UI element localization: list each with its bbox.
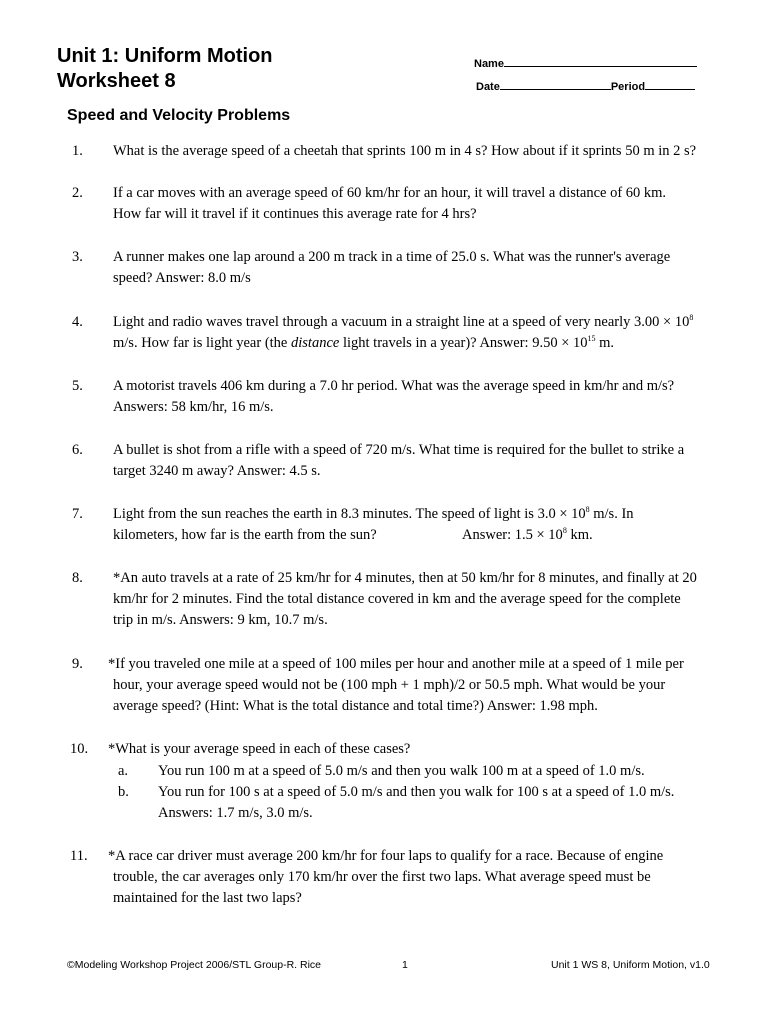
- problem-text: [113, 568, 733, 631]
- answer-part: Answer: 1.5 × 10: [462, 527, 563, 543]
- problem-line: hour, your average speed would not be (100 mph + 1 mph)/2 or 50.5 mph. What would be your: [113, 677, 666, 693]
- problem-line: km/hr for 2 minutes. Find the total distance covered in km and the average speed for the complete: [113, 591, 681, 607]
- problem-line: average speed? (Hint: What is the total distance and total time?) Answer: 1.98 mph.: [113, 698, 598, 714]
- problem-line: A bullet is shot from a rifle with a speed of 720 m/s. What time is required for the bullet to strike a: [113, 442, 685, 458]
- problem-line: maintained for the last two laps?: [113, 890, 302, 906]
- problem-number: 2.: [72, 185, 83, 201]
- name-label: Name: [474, 58, 504, 70]
- name-blank-line: [504, 56, 697, 67]
- problem-line: A runner makes one lap around a 200 m track in a time of 25.0 s. What was the runner's average: [113, 249, 671, 265]
- problem-number: 9.: [72, 656, 83, 672]
- problem-number: 1.: [72, 143, 83, 159]
- problem-text: [108, 654, 728, 717]
- problem-number: 4.: [72, 314, 83, 330]
- date-period-field[interactable]: [476, 79, 695, 93]
- problem-text: [108, 846, 728, 909]
- problem-line: trip in m/s. Answers: 9 km, 10.7 m/s.: [113, 612, 328, 628]
- emphasized-word: distance: [291, 335, 340, 351]
- problem-line: *An auto travels at a rate of 25 km/hr for 4 minutes, then at 50 km/hr for 8 minutes, and finally at 20: [113, 570, 697, 586]
- problem-line-part: light travels in a year)? Answer: 9.50 × 10: [339, 335, 588, 351]
- problem-text: [113, 312, 733, 354]
- problem-line: target 3240 m away? Answer: 4.5 s.: [113, 463, 321, 479]
- worksheet-number-title: Worksheet 8: [57, 70, 176, 92]
- problem-line: Answers: 58 km/hr, 16 m/s.: [113, 399, 274, 415]
- problem-line: [113, 312, 733, 333]
- problem-line: [113, 504, 733, 525]
- exponent: 8: [689, 313, 694, 322]
- exponent: 15: [587, 334, 596, 343]
- problem-number: 7.: [72, 506, 83, 522]
- problem-line-part: kilometers, how far is the earth from the sun?: [113, 527, 377, 543]
- problem-line: If a car moves with an average speed of 60 km/hr for an hour, it will travel a distance of 60 km.: [113, 185, 667, 201]
- problem-line-part: Light from the sun reaches the earth in 8.3 minutes. The speed of light is 3.0 × 10: [113, 506, 586, 522]
- problem-text: [113, 247, 733, 289]
- problem-text: What is the average speed of a cheetah that sprints 100 m in 4 s? How about if it sprints 50 m in 2 s?: [113, 143, 697, 159]
- period-blank-line: [645, 79, 695, 90]
- answer-text: [462, 525, 593, 546]
- answers-text: Answers: 1.7 m/s, 3.0 m/s.: [158, 805, 313, 821]
- problem-line-part: m.: [595, 335, 615, 351]
- problem-line-part: m/s. How far is light year (the: [113, 335, 291, 351]
- footer-page-number: 1: [402, 959, 408, 971]
- problem-line: trouble, the car averages only 170 km/hr over the first two laps. What average speed must be: [113, 869, 651, 885]
- problem-line-part: m/s. In: [589, 506, 634, 522]
- problem-text: *What is your average speed in each of these cases?: [108, 741, 411, 757]
- problem-text: [113, 504, 733, 546]
- problem-number: 11.: [70, 848, 88, 864]
- date-label: Date: [476, 81, 500, 93]
- exponent: 8: [562, 526, 567, 535]
- problem-number: 10.: [70, 741, 89, 757]
- problem-line-part: Light and radio waves travel through a vacuum in a straight line at a speed of very nearly 3.00 × 10: [113, 314, 690, 330]
- problem-line: speed? Answer: 8.0 m/s: [113, 270, 251, 286]
- problem-number: 3.: [72, 249, 83, 265]
- problem-text: [113, 440, 733, 482]
- problem-line: *If you traveled one mile at a speed of 100 miles per hour and another mile at a speed of 1 mile per: [108, 656, 684, 672]
- problem-line: [113, 333, 733, 354]
- name-field[interactable]: [474, 56, 697, 70]
- problem-number: 5.: [72, 378, 83, 394]
- part-letter: a.: [118, 763, 129, 779]
- problem-line: *A race car driver must average 200 km/hr for four laps to qualify for a race. Because of engine: [108, 848, 664, 864]
- footer-copyright: ©Modeling Workshop Project 2006/STL Group-R. Rice: [67, 959, 322, 971]
- section-subtitle: Speed and Velocity Problems: [67, 107, 291, 124]
- part-text: You run 100 m at a speed of 5.0 m/s and then you walk 100 m at a speed of 1.0 m/s.: [158, 763, 645, 779]
- worksheet-unit-title: Unit 1: Uniform Motion: [57, 45, 273, 67]
- problem-line: [113, 525, 733, 546]
- part-text: You run for 100 s at a speed of 5.0 m/s and then you walk for 100 s at a speed of 1.0 m/s.: [158, 784, 675, 800]
- exponent: 8: [585, 505, 590, 514]
- answer-part: km.: [566, 527, 593, 543]
- period-label: Period: [610, 81, 646, 93]
- date-blank-line: [500, 79, 611, 90]
- problem-line: How far will it travel if it continues this average rate for 4 hrs?: [113, 206, 477, 222]
- problem-text: [113, 376, 733, 418]
- problem-line: A motorist travels 406 km during a 7.0 hr period. What was the average speed in km/hr and m/s?: [113, 378, 675, 394]
- problem-text: [113, 183, 733, 225]
- part-letter: b.: [118, 784, 129, 800]
- problem-number: 8.: [72, 570, 83, 586]
- footer-document-id: Unit 1 WS 8, Uniform Motion, v1.0: [551, 959, 710, 971]
- problem-number: 6.: [72, 442, 83, 458]
